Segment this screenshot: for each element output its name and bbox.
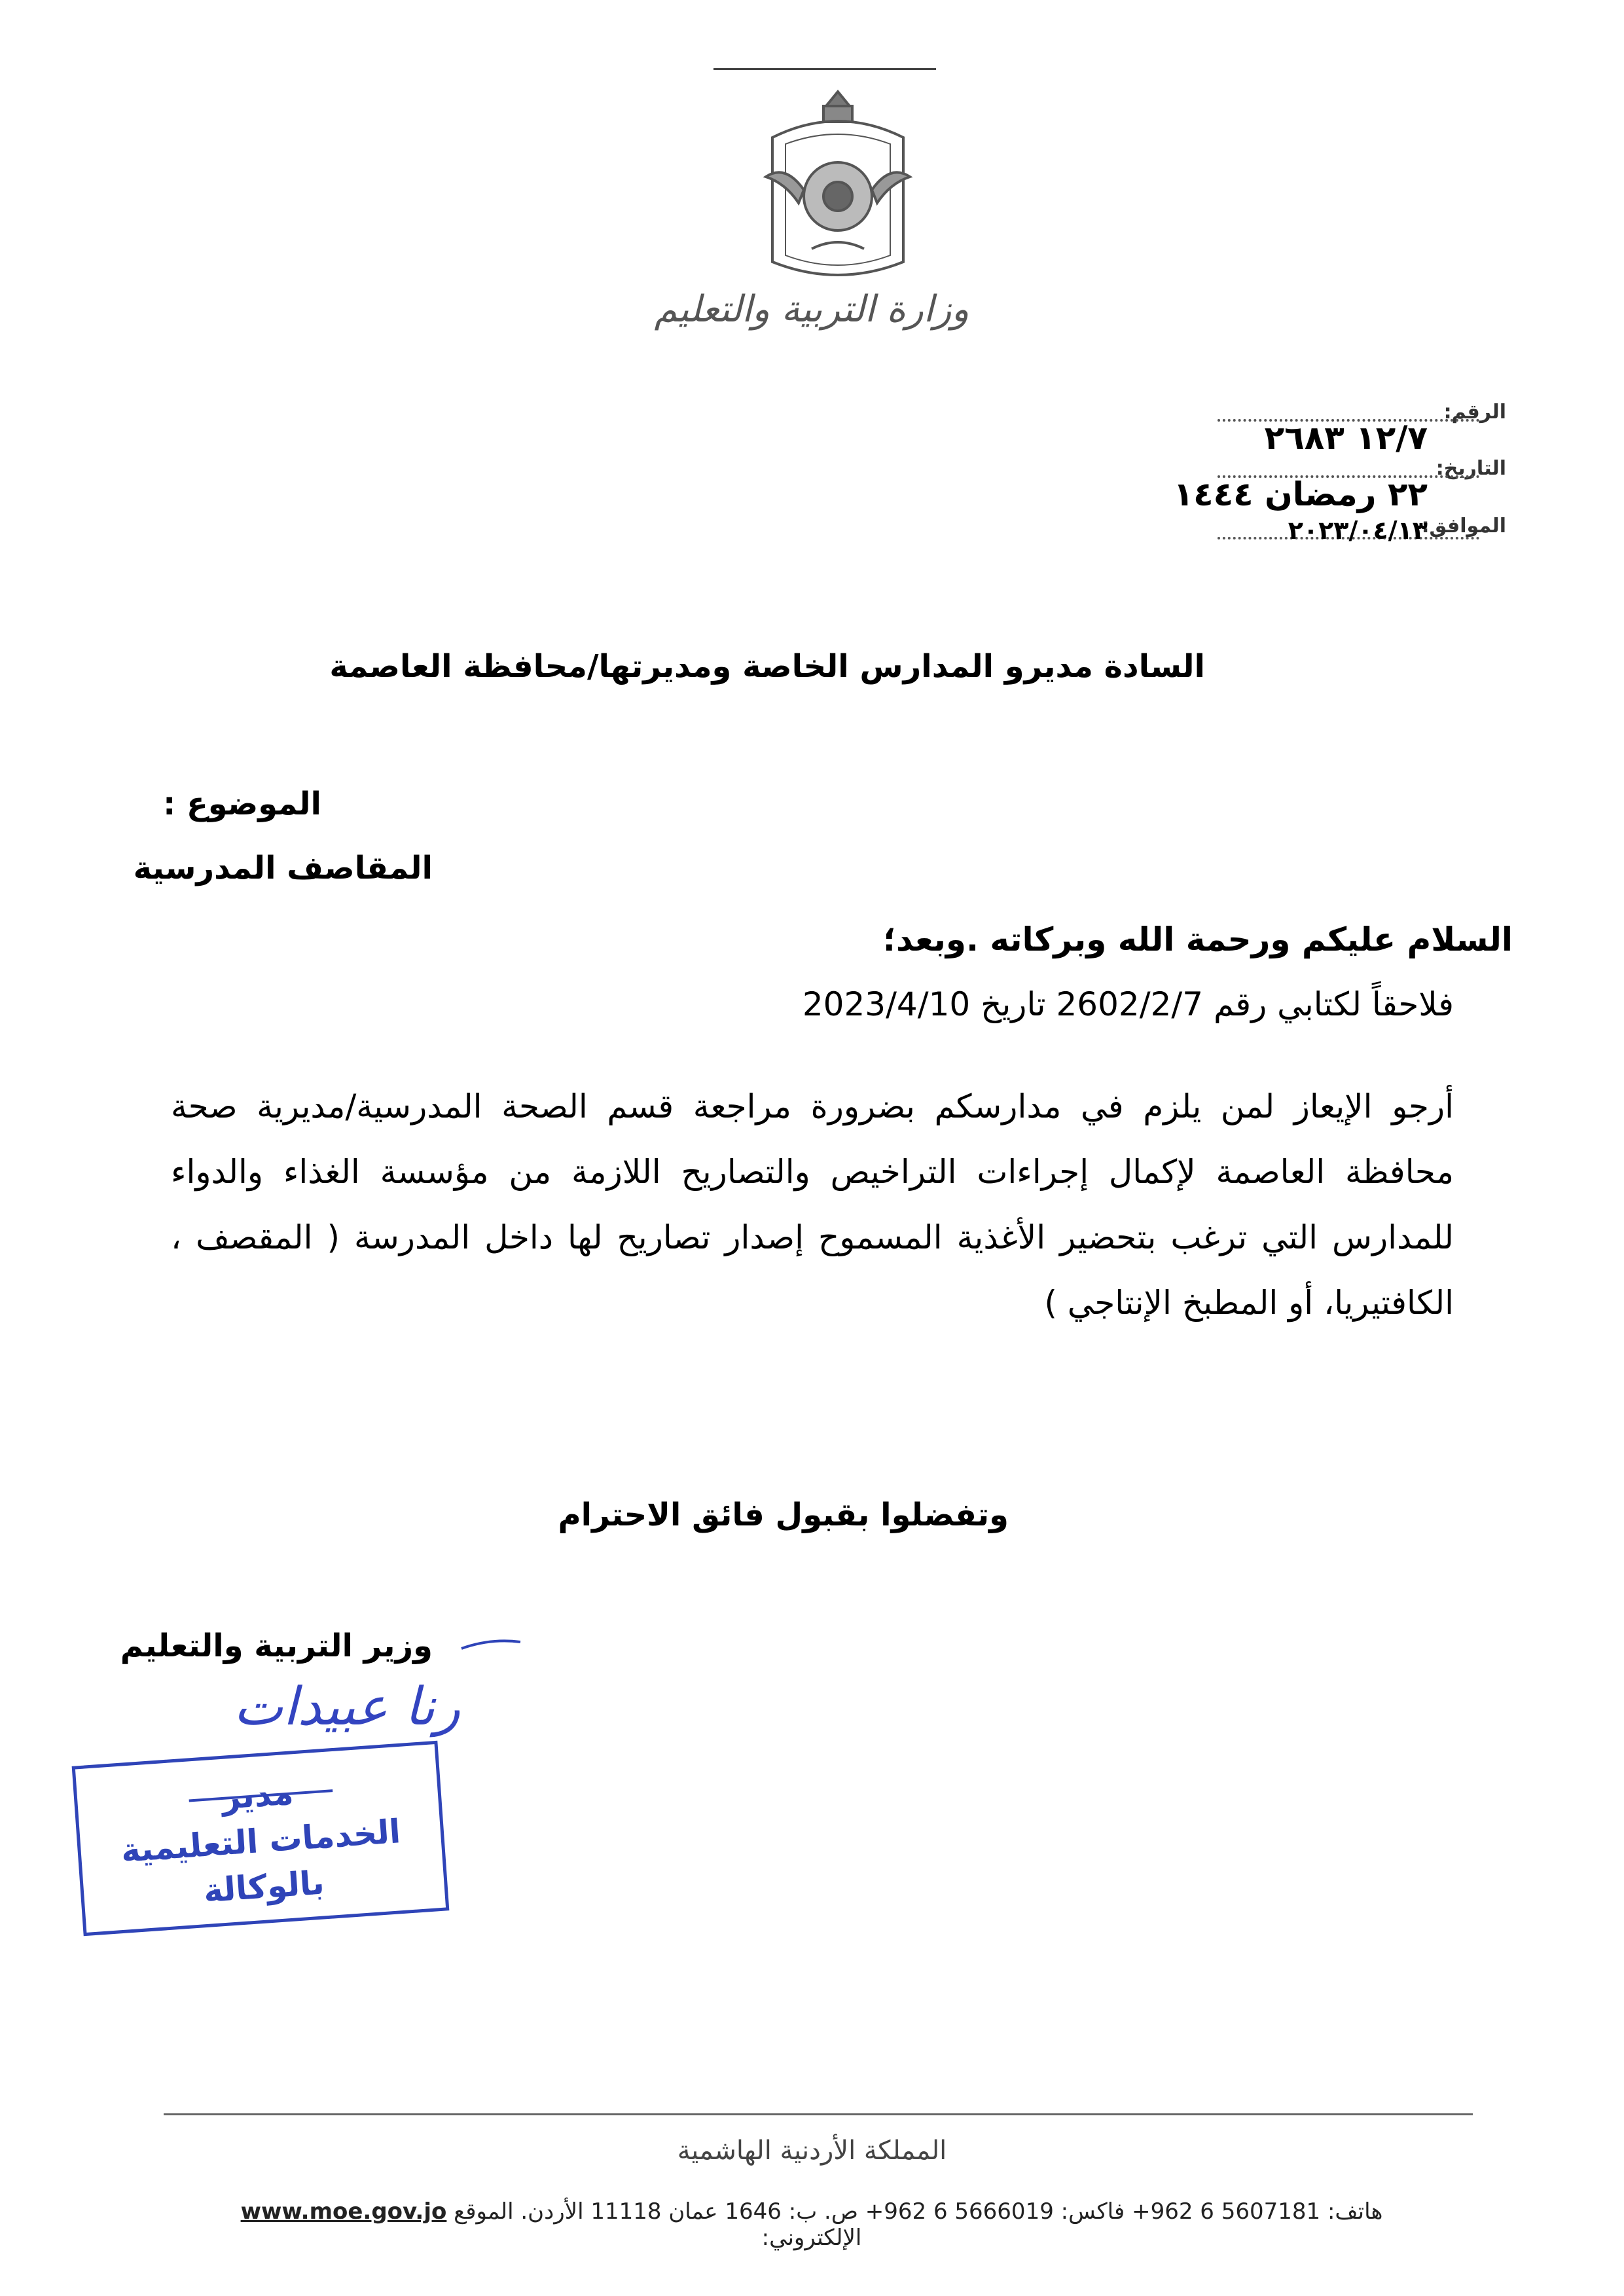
reference-corresponding-label: الموافق: (1421, 515, 1506, 538)
ministry-logotype: وزارة التربية والتعليم (654, 288, 969, 331)
reference-number-value: ١٢/٧ ٢٦٨٣ (1264, 419, 1428, 457)
stamp-line-2: بالوكالة (202, 1863, 326, 1910)
signatory-title: وزير التربية والتعليم (120, 1628, 433, 1664)
body-paragraph: أرجو الإيعاز لمن يلزم في مدارسكم بضرورة مراجعة قسم الصحة المدرسية/مديرية صحة محافظة العاصمة لإكمال إجراءات التراخيص والتصاريح اللازمة من مؤسسة الغذاء والدواء للمدارس التي ترغب بتحضير الأغذية المسموح إصدار تصاريح لها داخل المدرسة ( المقصف ، الكافتيريا، أو المطبخ الإنتاجي ) (171, 1087, 1454, 1322)
footer-rule (164, 2113, 1473, 2115)
header-top-rule (713, 68, 936, 70)
coat-of-arms-emblem (746, 79, 929, 288)
footer-contact-line (223, 2198, 1401, 2251)
signature-dash (458, 1635, 524, 1655)
stamp-title: مدير (220, 1774, 295, 1817)
footer-contact-text: هاتف: 5607181 6 962+ فاكس: 5666019 6 962+ ص. ب: 1646 عمان 11118 الأردن. الموقع الإلكتروني: (454, 2198, 1383, 2251)
subject-text: المقاصف المدرسية (133, 850, 433, 886)
official-stamp (72, 1741, 450, 1936)
footer-kingdom-name: المملكة الأردنية الهاشمية (677, 2136, 947, 2166)
stamp-line-1: الخدمات التعليمية (119, 1812, 402, 1870)
reference-date-label: التاريخ: (1435, 457, 1506, 480)
reference-date-value: ٢٢ رمضان ١٤٤٤ (1173, 475, 1428, 513)
greeting-line: السلام عليكم ورحمة الله وبركاته .وبعد؛ (883, 920, 1513, 958)
reference-corresponding-value: ٢٠٢٣/٠٤/١٣ (1288, 516, 1428, 545)
followup-reference-line: فلاحقاً لكتابي رقم 2602/2/7 تاريخ 2023/4/10 (802, 985, 1454, 1023)
reference-number-label: الرقم: (1443, 401, 1506, 424)
footer-website-link[interactable]: www.moe.gov.jo (240, 2198, 447, 2225)
handwritten-signature: رنا عبيدات (233, 1676, 461, 1737)
recipient-line: السادة مديرو المدارس الخاصة ومديرتها/محافظة العاصمة (329, 648, 1205, 685)
closing-line: وتفضلوا بقبول فائق الاحترام (558, 1497, 1009, 1533)
subject-label: الموضوع : (163, 786, 321, 822)
